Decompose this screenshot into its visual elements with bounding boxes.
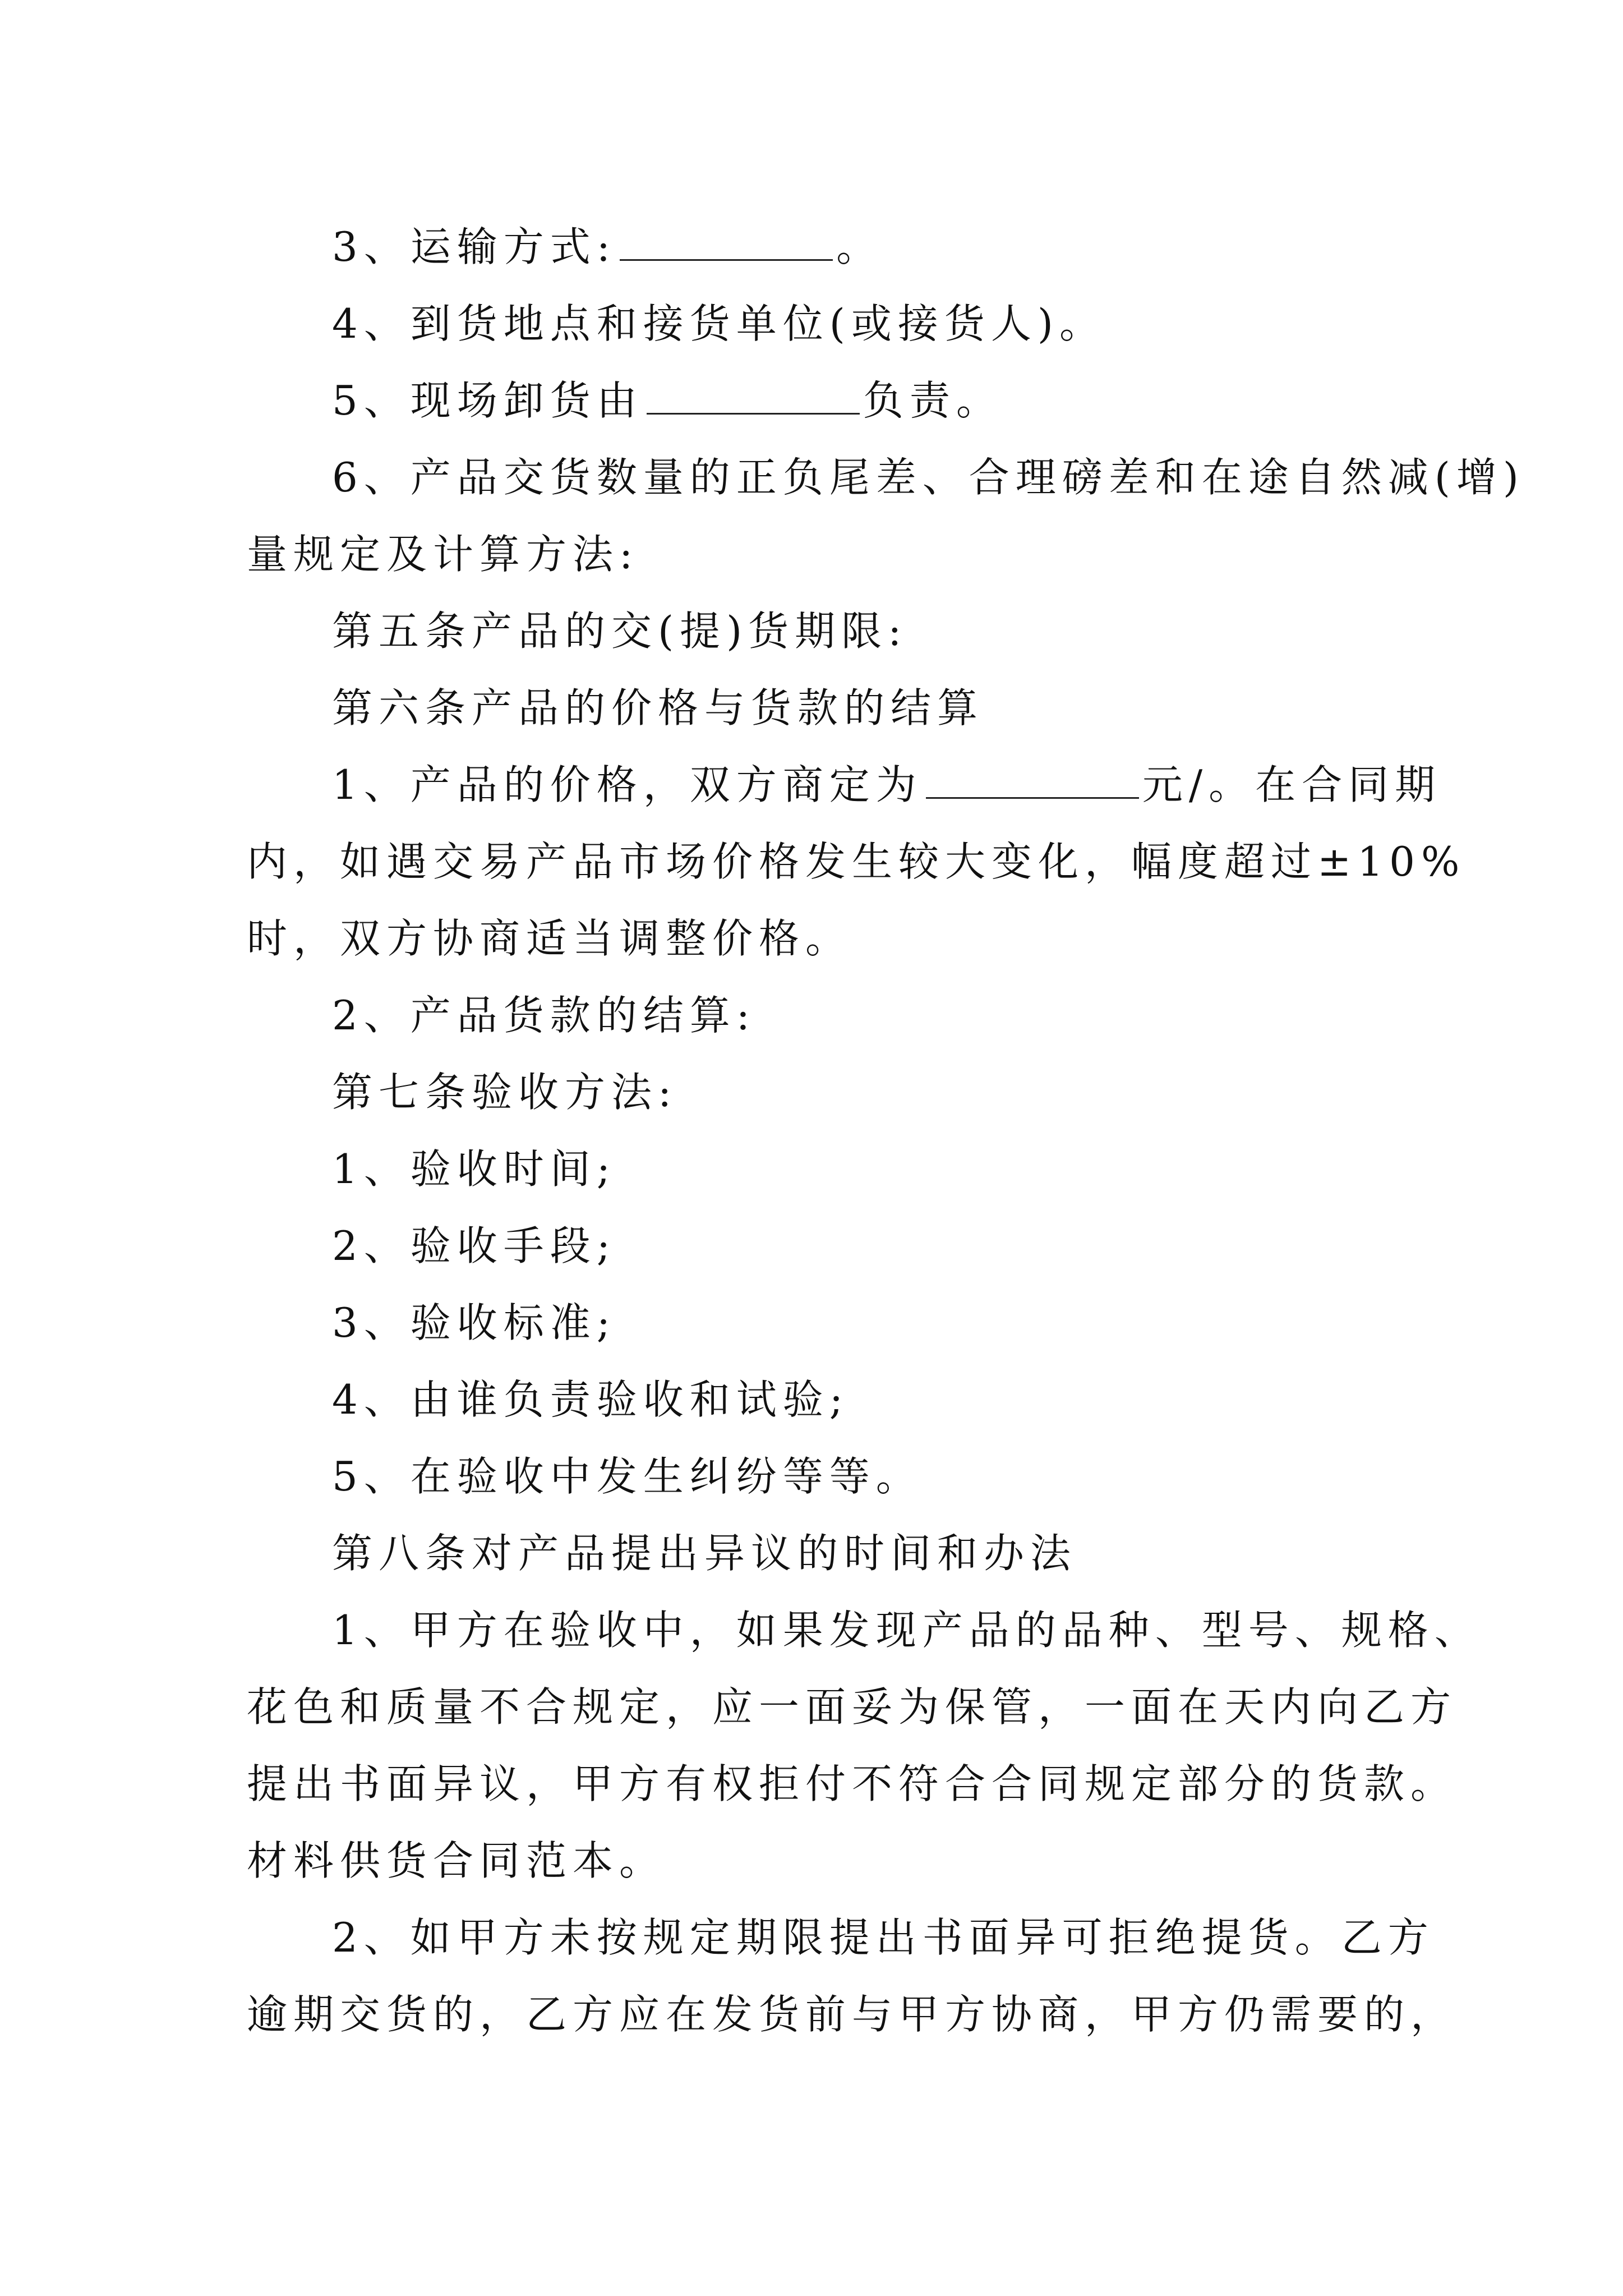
line-text: 1、产品的价格，双方商定为	[332, 761, 923, 808]
line-text: 3、验收标准;	[332, 1299, 617, 1346]
line-text-after-blank: 负责。	[863, 377, 1003, 424]
fill-in-blank	[647, 374, 860, 415]
line-text: 第七条验收方法:	[332, 1069, 678, 1116]
line-text: 1、甲方在验收中，如果发现产品的品种、型号、规格、	[332, 1607, 1481, 1654]
line-text: 1、验收时间;	[332, 1145, 617, 1193]
line-text: 6、产品交货数量的正负尾差、合理磅差和在途自然减(增)	[332, 454, 1525, 501]
line-text: 2、验收手段;	[332, 1222, 617, 1269]
text-line	[247, 1678, 1458, 1736]
text-line	[247, 1832, 1396, 1890]
fill-in-blank	[926, 758, 1139, 799]
line-text: 2、如甲方未按规定期限提出书面异可拒绝提货。乙方	[332, 1914, 1435, 1961]
line-text: 材料供货合同范本。	[247, 1837, 666, 1884]
line-text: 第六条产品的价格与货款的结算	[332, 684, 984, 731]
section-heading	[332, 1524, 1482, 1582]
line-text: 内，如遇交易产品市场价格发生较大变化，幅度超过±10%	[247, 838, 1466, 885]
line-text: 3、运输方式:	[332, 223, 617, 270]
text-line	[247, 1755, 1458, 1813]
fill-in-blank	[620, 220, 833, 261]
line-text: 5、现场卸货由	[332, 377, 643, 424]
line-text: 花色和质量不合规定，应一面妥为保管，一面在天内向乙方	[247, 1683, 1458, 1731]
line-text: 4、到货地点和接货单位(或接货人)。	[332, 300, 1106, 347]
line-text: 时，双方协商适当调整价格。	[247, 915, 852, 962]
text-line	[332, 1447, 1482, 1506]
text-line	[332, 1370, 1482, 1429]
line-text: 第八条对产品提出异议的时间和办法	[332, 1530, 1077, 1577]
line-text-after-blank: 。	[836, 223, 883, 270]
text-line	[332, 448, 1525, 507]
text-line	[332, 218, 1482, 276]
line-text: 逾期交货的，乙方应在发货前与甲方协商，甲方仍需要的，	[247, 1991, 1458, 2038]
line-text: 提出书面异议，甲方有权拒付不符合合同规定部分的货款。	[247, 1760, 1458, 1807]
text-line	[247, 1985, 1458, 2044]
text-line	[332, 756, 1482, 814]
text-line	[247, 909, 1396, 968]
line-text: 第五条产品的交(提)货期限:	[332, 608, 908, 655]
text-line	[332, 1140, 1482, 1198]
text-line	[332, 1294, 1482, 1352]
line-text-after-blank: 元/。在合同期	[1142, 761, 1442, 808]
section-heading	[332, 602, 1482, 660]
text-line	[332, 371, 1482, 430]
line-text: 量规定及计算方法:	[247, 531, 639, 578]
text-line	[332, 1217, 1482, 1275]
line-text: 2、产品货款的结算:	[332, 992, 757, 1039]
section-heading	[332, 679, 1482, 737]
text-line	[247, 525, 1396, 583]
text-line	[332, 1601, 1482, 1659]
line-text: 5、在验收中发生纠纷等等。	[332, 1453, 923, 1500]
text-line	[332, 295, 1482, 353]
text-line	[247, 832, 1466, 891]
section-heading	[332, 1063, 1482, 1121]
text-line	[332, 1908, 1482, 1967]
text-line	[332, 986, 1482, 1045]
line-text: 4、由谁负责验收和试验;	[332, 1376, 850, 1423]
